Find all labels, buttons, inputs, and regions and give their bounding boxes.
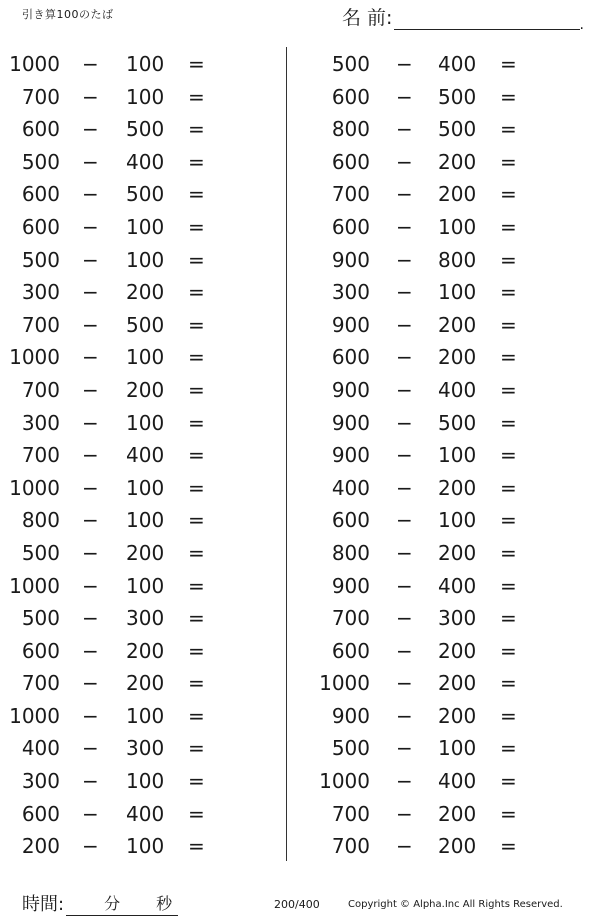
problem-row [312, 570, 582, 603]
problem-row [0, 81, 270, 114]
equals-sign: = [188, 834, 205, 859]
minuend: 1000 [9, 703, 60, 728]
problem-row [312, 700, 582, 733]
minuend: 500 [331, 52, 370, 76]
subtrahend: 200 [438, 834, 477, 859]
equals-sign: = [500, 736, 517, 761]
time-field [22, 890, 178, 916]
problem-row [0, 439, 270, 472]
time-blank-line[interactable] [66, 893, 178, 916]
subtrahend: 100 [438, 508, 477, 533]
time-label: 時間: [22, 894, 65, 915]
subtrahend: 200 [438, 703, 477, 728]
problem-row [312, 830, 582, 863]
minus-sign: − [82, 540, 99, 565]
minuend: 800 [21, 508, 60, 533]
minus-sign: − [82, 117, 99, 142]
minus-sign: − [396, 703, 413, 728]
minus-sign: − [396, 182, 413, 207]
problem-row [0, 798, 270, 831]
minuend: 700 [21, 84, 60, 109]
subtrahend: 100 [438, 736, 477, 761]
minus-sign: − [82, 606, 99, 631]
equals-sign: = [188, 573, 205, 598]
column-divider [286, 47, 287, 861]
equals-sign: = [500, 52, 517, 76]
subtrahend: 300 [126, 606, 165, 631]
subtrahend: 400 [438, 769, 477, 794]
equals-sign: = [188, 410, 205, 435]
minus-sign: − [396, 573, 413, 598]
minus-sign: − [396, 540, 413, 565]
subtrahend: 800 [438, 247, 477, 272]
subtrahend: 500 [438, 117, 477, 142]
problem-row [312, 667, 582, 700]
minus-sign: − [82, 638, 99, 663]
minuend: 600 [21, 182, 60, 207]
minus-sign: − [82, 801, 99, 826]
equals-sign: = [500, 540, 517, 565]
subtrahend: 200 [438, 638, 477, 663]
equals-sign: = [188, 703, 205, 728]
equals-sign: = [188, 52, 205, 76]
problem-row [312, 81, 582, 114]
problem-row [312, 537, 582, 570]
subtrahend: 400 [438, 377, 477, 402]
equals-sign: = [188, 475, 205, 500]
subtrahend: 500 [438, 410, 477, 435]
problem-row [0, 211, 270, 244]
minus-sign: − [82, 377, 99, 402]
equals-sign: = [188, 182, 205, 207]
minus-sign: − [82, 182, 99, 207]
minus-sign: − [82, 345, 99, 370]
equals-sign: = [188, 149, 205, 174]
minuend: 800 [331, 540, 370, 565]
problem-row [0, 700, 270, 733]
equals-sign: = [188, 377, 205, 402]
problem-row [312, 602, 582, 635]
subtrahend: 100 [126, 214, 165, 239]
seconds-label: 秒 [156, 894, 173, 913]
minus-sign: − [82, 149, 99, 174]
subtrahend: 300 [438, 606, 477, 631]
minus-sign: − [396, 52, 413, 76]
minus-sign: − [396, 508, 413, 533]
subtrahend: 400 [126, 801, 165, 826]
equals-sign: = [500, 182, 517, 207]
minuend: 900 [331, 312, 370, 337]
equals-sign: = [500, 671, 517, 696]
problem-row [0, 341, 270, 374]
equals-sign: = [500, 769, 517, 794]
minuend: 700 [21, 443, 60, 468]
minus-sign: − [396, 117, 413, 142]
minus-sign: − [82, 508, 99, 533]
subtrahend: 500 [126, 312, 165, 337]
minuend: 1000 [9, 475, 60, 500]
problem-row [312, 309, 582, 342]
minus-sign: − [396, 410, 413, 435]
equals-sign: = [500, 345, 517, 370]
minus-sign: − [82, 247, 99, 272]
minus-sign: − [82, 736, 99, 761]
equals-sign: = [500, 280, 517, 305]
subtrahend: 400 [438, 573, 477, 598]
problem-row [0, 472, 270, 505]
subtrahend: 500 [126, 117, 165, 142]
subtrahend: 100 [126, 769, 165, 794]
problem-row [0, 504, 270, 537]
minuend: 1000 [9, 573, 60, 598]
minuend: 1000 [9, 345, 60, 370]
subtrahend: 100 [126, 52, 165, 76]
problem-row [0, 635, 270, 668]
subtrahend: 200 [438, 801, 477, 826]
problem-row [312, 635, 582, 668]
equals-sign: = [188, 84, 205, 109]
minuend: 900 [331, 703, 370, 728]
problem-row [0, 146, 270, 179]
equals-sign: = [188, 312, 205, 337]
minuend: 500 [21, 540, 60, 565]
subtrahend: 500 [126, 182, 165, 207]
minus-sign: − [396, 475, 413, 500]
minus-sign: − [82, 475, 99, 500]
equals-sign: = [500, 508, 517, 533]
equals-sign: = [500, 149, 517, 174]
minus-sign: − [396, 280, 413, 305]
subtrahend: 100 [126, 703, 165, 728]
minuend: 500 [21, 606, 60, 631]
problem-row [312, 48, 582, 81]
problem-row [0, 537, 270, 570]
problem-column-right [312, 48, 582, 863]
minus-sign: − [82, 280, 99, 305]
subtrahend: 100 [438, 280, 477, 305]
minus-sign: − [82, 834, 99, 859]
equals-sign: = [500, 247, 517, 272]
minuend: 800 [331, 117, 370, 142]
minuend: 300 [21, 410, 60, 435]
equals-sign: = [188, 247, 205, 272]
minus-sign: − [396, 671, 413, 696]
minuend: 600 [331, 214, 370, 239]
minuend: 400 [331, 475, 370, 500]
subtrahend: 500 [438, 84, 477, 109]
subtrahend: 400 [126, 443, 165, 468]
subtrahend: 200 [438, 671, 477, 696]
problem-row [312, 439, 582, 472]
minuend: 1000 [9, 52, 60, 76]
equals-sign: = [188, 638, 205, 663]
minus-sign: − [396, 377, 413, 402]
name-field[interactable] [342, 6, 584, 33]
equals-sign: = [500, 834, 517, 859]
minuend: 900 [331, 377, 370, 402]
minuend: 200 [21, 834, 60, 859]
problem-row [0, 830, 270, 863]
problem-row [0, 374, 270, 407]
equals-sign: = [188, 508, 205, 533]
equals-sign: = [188, 540, 205, 565]
minus-sign: − [396, 247, 413, 272]
subtrahend: 100 [126, 475, 165, 500]
problem-row [0, 48, 270, 81]
equals-sign: = [500, 638, 517, 663]
name-blank-line[interactable] [394, 11, 584, 33]
minuend: 1000 [319, 671, 370, 696]
subtrahend: 200 [126, 280, 165, 305]
minuend: 700 [331, 606, 370, 631]
subtrahend: 200 [438, 182, 477, 207]
subtrahend: 100 [126, 508, 165, 533]
minus-sign: − [396, 606, 413, 631]
minutes-label: 分 [104, 894, 121, 913]
minuend: 600 [331, 508, 370, 533]
minus-sign: − [396, 149, 413, 174]
minuend: 300 [21, 769, 60, 794]
equals-sign: = [188, 606, 205, 631]
subtrahend: 200 [126, 540, 165, 565]
minuend: 900 [331, 247, 370, 272]
problem-row [0, 570, 270, 603]
copyright-text: Copyright © Alpha.Inc All Rights Reserved. [348, 899, 563, 910]
minuend: 600 [331, 638, 370, 663]
subtrahend: 400 [126, 149, 165, 174]
equals-sign: = [188, 214, 205, 239]
minuend: 600 [21, 638, 60, 663]
minuend: 500 [21, 149, 60, 174]
minus-sign: − [396, 214, 413, 239]
subtrahend: 200 [438, 312, 477, 337]
subtrahend: 100 [126, 410, 165, 435]
problem-row [312, 407, 582, 440]
equals-sign: = [188, 769, 205, 794]
problem-row [0, 178, 270, 211]
subtrahend: 100 [126, 345, 165, 370]
equals-sign: = [188, 345, 205, 370]
minus-sign: − [396, 443, 413, 468]
problem-row [0, 309, 270, 342]
equals-sign: = [188, 280, 205, 305]
minuend: 700 [331, 801, 370, 826]
minuend: 700 [21, 377, 60, 402]
problem-row [0, 732, 270, 765]
minus-sign: − [82, 671, 99, 696]
minus-sign: − [82, 52, 99, 76]
subtrahend: 100 [126, 84, 165, 109]
minus-sign: − [396, 834, 413, 859]
equals-sign: = [188, 671, 205, 696]
minuend: 400 [21, 736, 60, 761]
minuend: 700 [21, 671, 60, 696]
name-label: 名 前: [342, 7, 393, 29]
equals-sign: = [500, 117, 517, 142]
minus-sign: − [396, 801, 413, 826]
minus-sign: − [82, 769, 99, 794]
minuend: 600 [331, 345, 370, 370]
minuend: 700 [331, 834, 370, 859]
minuend: 300 [331, 280, 370, 305]
problem-row [0, 113, 270, 146]
minus-sign: − [396, 736, 413, 761]
subtrahend: 400 [438, 52, 477, 76]
subtrahend: 100 [438, 214, 477, 239]
subtrahend: 100 [438, 443, 477, 468]
problem-row [0, 667, 270, 700]
problem-row [0, 602, 270, 635]
score-text: 200/400 [274, 898, 320, 911]
equals-sign: = [188, 736, 205, 761]
minus-sign: − [396, 312, 413, 337]
problem-row [0, 244, 270, 277]
equals-sign: = [500, 703, 517, 728]
subtrahend: 200 [438, 345, 477, 370]
equals-sign: = [188, 117, 205, 142]
problem-row [312, 341, 582, 374]
minuend: 700 [21, 312, 60, 337]
minuend: 600 [21, 801, 60, 826]
minuend: 500 [331, 736, 370, 761]
subtrahend: 300 [126, 736, 165, 761]
problem-row [0, 276, 270, 309]
subtrahend: 100 [126, 834, 165, 859]
minus-sign: − [82, 703, 99, 728]
problem-row [312, 276, 582, 309]
subtrahend: 200 [126, 377, 165, 402]
name-end-mark: . [579, 17, 584, 33]
equals-sign: = [500, 475, 517, 500]
worksheet-title: 引き算100のたば [22, 8, 114, 21]
minuend: 900 [331, 410, 370, 435]
problem-row [312, 765, 582, 798]
problem-row [312, 178, 582, 211]
equals-sign: = [500, 214, 517, 239]
equals-sign: = [500, 443, 517, 468]
minuend: 500 [21, 247, 60, 272]
equals-sign: = [500, 312, 517, 337]
problem-row [312, 211, 582, 244]
minuend: 1000 [319, 769, 370, 794]
subtrahend: 200 [438, 540, 477, 565]
problem-row [312, 374, 582, 407]
equals-sign: = [500, 410, 517, 435]
minuend: 600 [21, 214, 60, 239]
equals-sign: = [500, 606, 517, 631]
equals-sign: = [500, 573, 517, 598]
minuend: 700 [331, 182, 370, 207]
problem-row [0, 765, 270, 798]
minus-sign: − [396, 345, 413, 370]
minuend: 600 [21, 117, 60, 142]
problem-row [312, 244, 582, 277]
minus-sign: − [396, 84, 413, 109]
minuend: 600 [331, 84, 370, 109]
problem-column-left [0, 48, 270, 863]
equals-sign: = [188, 801, 205, 826]
equals-sign: = [500, 84, 517, 109]
minus-sign: − [82, 410, 99, 435]
minus-sign: − [396, 769, 413, 794]
equals-sign: = [500, 801, 517, 826]
minus-sign: − [82, 214, 99, 239]
subtrahend: 200 [438, 475, 477, 500]
problem-row [312, 472, 582, 505]
minus-sign: − [82, 443, 99, 468]
problem-row [0, 407, 270, 440]
equals-sign: = [500, 377, 517, 402]
minus-sign: − [396, 638, 413, 663]
minus-sign: − [82, 84, 99, 109]
subtrahend: 200 [438, 149, 477, 174]
subtrahend: 200 [126, 638, 165, 663]
subtrahend: 100 [126, 247, 165, 272]
problem-row [312, 504, 582, 537]
equals-sign: = [188, 443, 205, 468]
minuend: 300 [21, 280, 60, 305]
problem-row [312, 798, 582, 831]
subtrahend: 200 [126, 671, 165, 696]
minus-sign: − [82, 573, 99, 598]
problem-row [312, 113, 582, 146]
problem-row [312, 146, 582, 179]
minuend: 600 [331, 149, 370, 174]
minuend: 900 [331, 573, 370, 598]
subtrahend: 100 [126, 573, 165, 598]
minus-sign: − [82, 312, 99, 337]
problem-row [312, 732, 582, 765]
minuend: 900 [331, 443, 370, 468]
